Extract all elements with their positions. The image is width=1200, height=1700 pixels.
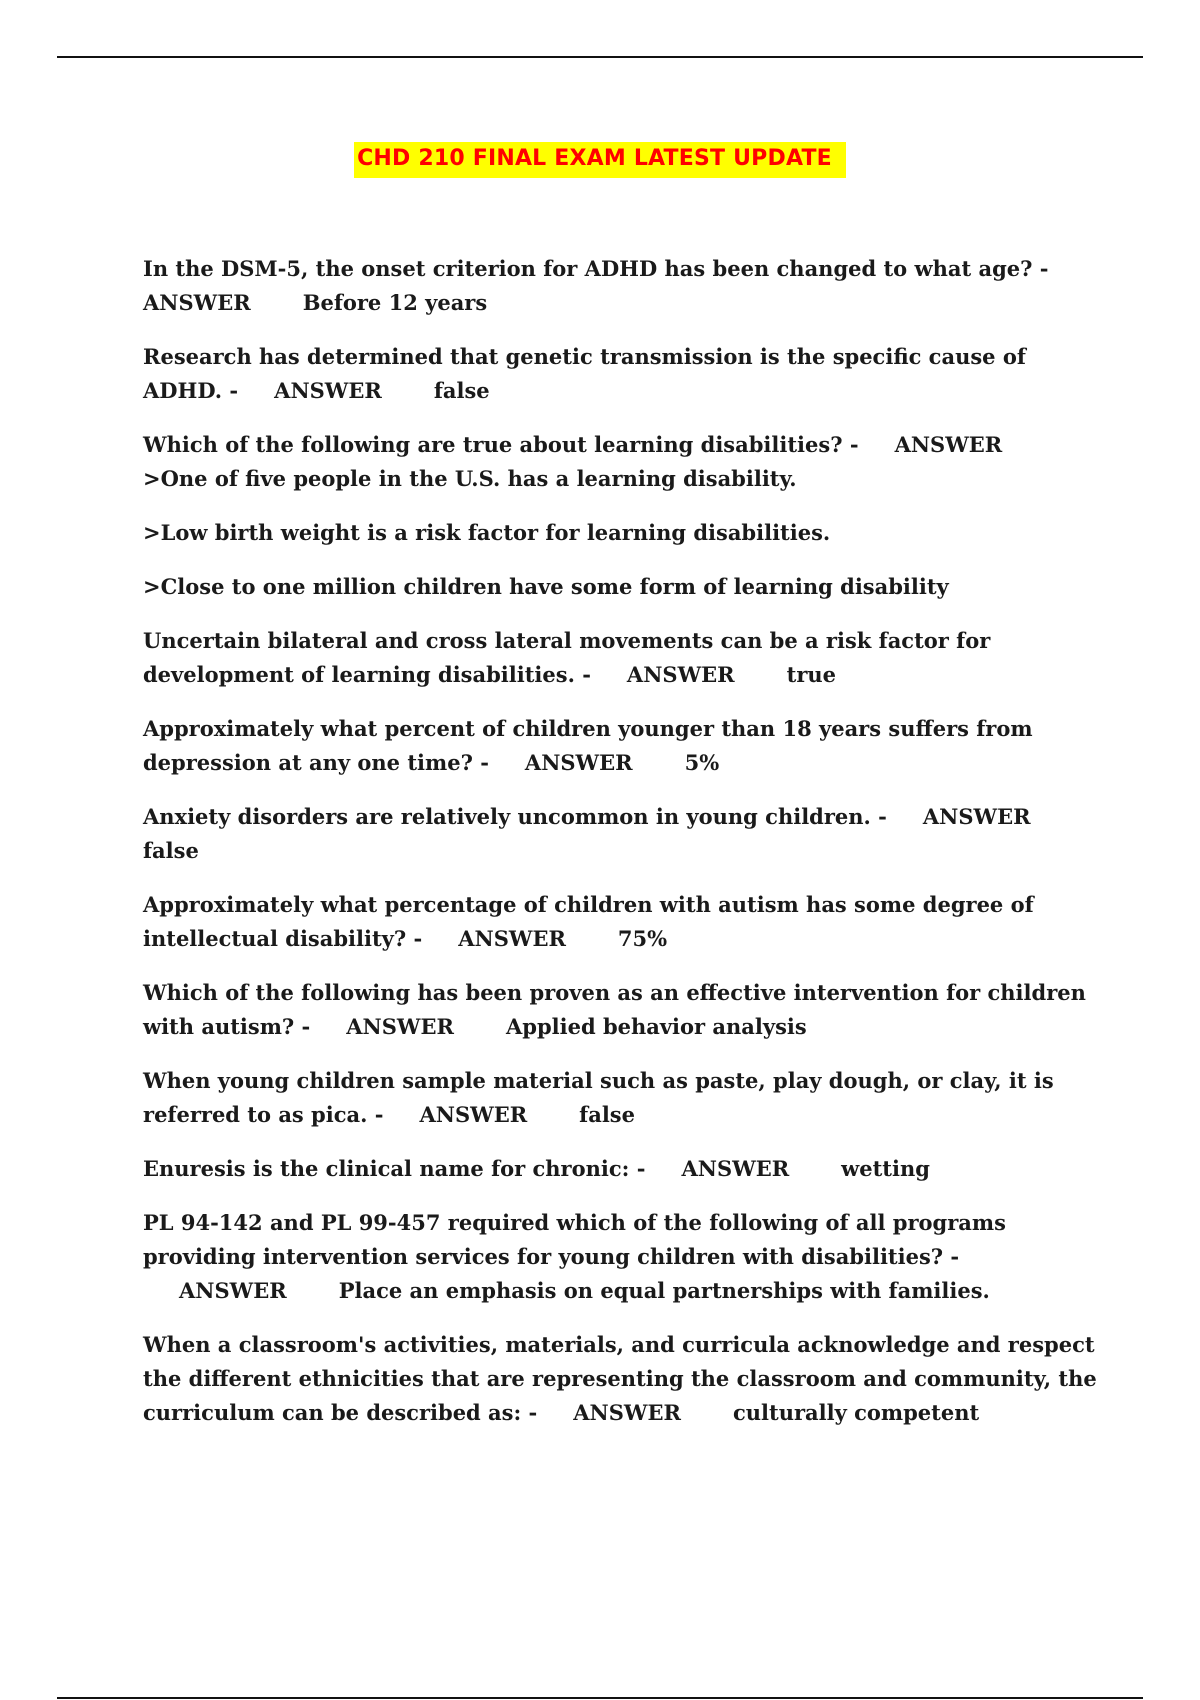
question-text: Which of the following has been proven as an effective intervention for children with autism? -	[143, 980, 1086, 1039]
qa-item-5	[143, 712, 1103, 780]
qa-item-2	[143, 340, 1103, 408]
answer-text: 75%	[617, 926, 668, 951]
question-text: Approximately what percent of children younger than 18 years suffers from depression at any one time? -	[143, 716, 1033, 775]
question-text: Research has determined that genetic transmission is the specific cause of ADHD. -	[143, 344, 1026, 403]
bottom-rule	[57, 1697, 1143, 1699]
answer-label: ANSWER	[626, 662, 735, 687]
question-text: Enuresis is the clinical name for chronic: -	[143, 1156, 646, 1181]
title-container	[0, 142, 1200, 178]
answer-label: ANSWER	[922, 804, 1031, 829]
answer-label: ANSWER	[419, 1102, 528, 1127]
qa-item-11	[143, 1206, 1103, 1308]
answer-text: Before 12 years	[302, 290, 488, 315]
qa-item-1	[143, 252, 1103, 320]
answer-text: Place an emphasis on equal partnerships with families.	[338, 1278, 990, 1303]
answer-text: 5%	[684, 750, 720, 775]
list-item: >Close to one million children have some form of learning disability	[143, 574, 949, 599]
question-text: When young children sample material such as paste, play dough, or clay, it is referred to as pica. -	[143, 1068, 1054, 1127]
answer-text: true	[786, 662, 837, 687]
answer-label: ANSWER	[179, 1278, 287, 1303]
answer-label: ANSWER	[143, 290, 251, 315]
qa-item-7	[143, 888, 1103, 956]
answer-text: false	[579, 1102, 635, 1127]
answer-label: ANSWER	[681, 1156, 790, 1181]
answer-text: false	[433, 378, 490, 403]
qa-item-12	[143, 1328, 1103, 1430]
answer-text: false	[143, 838, 199, 863]
qa-item-10	[143, 1152, 1103, 1186]
answer-label: ANSWER	[274, 378, 382, 403]
answer-label: ANSWER	[458, 926, 566, 951]
question-text: Uncertain bilateral and cross lateral movements can be a risk factor for development of learning disabilities. -	[143, 628, 991, 687]
question-text: When a classroom's activities, materials, and curricula acknowledge and respect the different ethnicities that are representing the classroom and community, the curriculum can be described as: -	[143, 1332, 1097, 1425]
question-text: PL 94-142 and PL 99-457 required which of the following of all programs providing intervention services for young children with disabilities? -	[143, 1210, 1006, 1269]
question-text: Which of the following are true about learning disabilities? -	[143, 432, 859, 457]
question-text: Approximately what percentage of children with autism has some degree of intellectual disability? -	[143, 892, 1034, 951]
answer-label: ANSWER	[346, 1014, 454, 1039]
answer-label: ANSWER	[524, 750, 633, 775]
qa-list	[143, 252, 1103, 1450]
qa-item-6	[143, 800, 1103, 868]
answer-text: wetting	[841, 1156, 930, 1181]
qa-item-4	[143, 624, 1103, 692]
qa-item-3	[143, 428, 1103, 496]
document-title: CHD 210 FINAL EXAM LATEST UPDATE	[354, 142, 846, 178]
list-item: >Low birth weight is a risk factor for learning disabilities.	[143, 520, 831, 545]
answer-text: culturally competent	[732, 1400, 980, 1425]
top-rule	[57, 56, 1143, 58]
answer-label: ANSWER	[894, 432, 1003, 457]
qa-item-8	[143, 976, 1103, 1044]
answer-label: ANSWER	[573, 1400, 681, 1425]
answer-text: Applied behavior analysis	[505, 1014, 807, 1039]
qa-item-9	[143, 1064, 1103, 1132]
question-text: In the DSM-5, the onset criterion for ADHD has been changed to what age? -	[143, 256, 1049, 281]
answer-text: >One of five people in the U.S. has a learning disability.	[143, 466, 797, 491]
question-text: Anxiety disorders are relatively uncommon in young children. -	[143, 804, 887, 829]
